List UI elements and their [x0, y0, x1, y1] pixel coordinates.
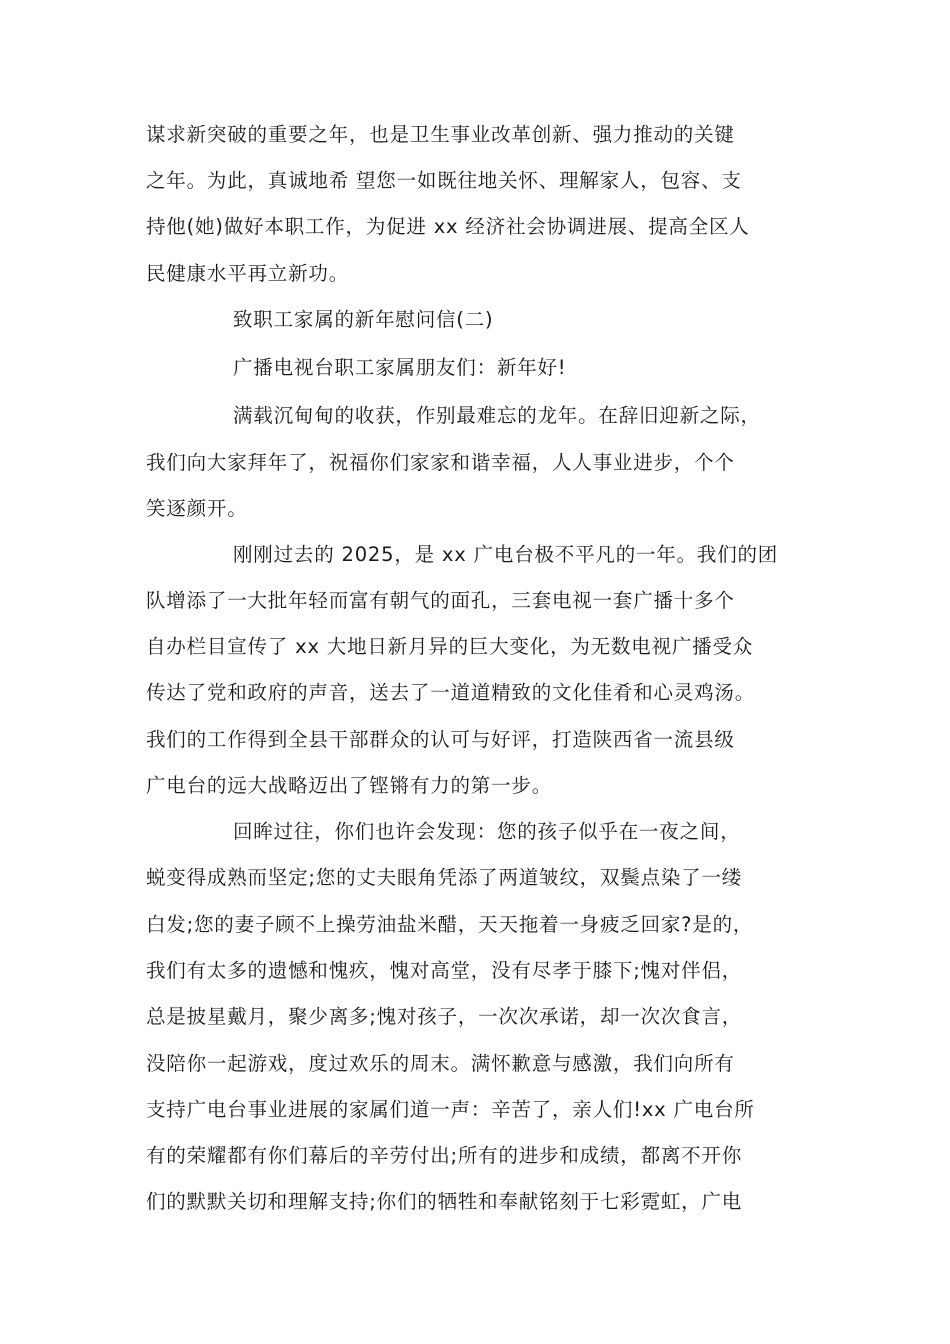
body-line: 没陪你一起游戏，度过欢乐的周末。满怀歉意与感激，我们向所有	[146, 1052, 735, 1075]
body-line: 笑逐颜开。	[146, 497, 248, 520]
body-line: 传达了党和政府的声音，送去了一道道精致的文化佳肴和心灵鸡汤。	[146, 681, 756, 704]
body-line: 满载沉甸甸的收获，作别最难忘的龙年。在辞旧迎新之际，	[233, 404, 761, 427]
body-line: 我们的工作得到全县干部群众的认可与好评，打造陕西省一流县级	[146, 728, 735, 751]
body-line: 回眸过往，你们也许会发现：您的孩子似乎在一夜之间，	[233, 820, 741, 843]
salutation: 广播电视台职工家属朋友们：新年好!	[233, 356, 567, 379]
body-line: 队增添了一大批年轻而富有朝气的面孔，三套电视一套广播十多个	[146, 589, 735, 612]
body-line: 总是披星戴月，聚少离多;愧对孩子，一次次承诺，却一次次食言，	[146, 1005, 743, 1028]
body-line: 谋求新突破的重要之年，也是卫生事业改革创新、强力推动的关键	[146, 123, 735, 146]
body-line: 持他(她)做好本职工作，为促进 xx 经济社会协调进展、提高全区人	[146, 215, 750, 238]
body-line: 刚刚过去的 2025，是 xx 广电台极不平凡的一年。我们的团	[233, 543, 779, 566]
body-line: 有的荣耀都有你们幕后的辛劳付出;所有的进步和成绩，都离不开你	[146, 1144, 743, 1167]
body-line: 民健康水平再立新功。	[146, 262, 350, 285]
body-line: 广电台的远大战略迈出了铿锵有力的第一步。	[146, 774, 553, 797]
body-line: 蜕变得成熟而坚定;您的丈夫眼角凭添了两道皱纹，双鬓点染了一缕	[146, 866, 743, 889]
body-line: 支持广电台事业进展的家属们道一声：辛苦了，亲人们!xx 广电台所	[146, 1098, 755, 1121]
body-line: 我们有太多的遗憾和愧疚，愧对高堂，没有尽孝于膝下;愧对伴侣，	[146, 959, 743, 982]
body-line: 自办栏目宣传了 xx 大地日新月异的巨大变化，为无数电视广播受众	[146, 635, 754, 658]
body-line: 白发;您的妻子顾不上操劳油盐米醋，天天拖着一身疲乏回家?是的，	[146, 913, 754, 936]
section-heading: 致职工家属的新年慰问信(二)	[233, 308, 494, 331]
body-line: 我们向大家拜年了，祝福你们家家和谐幸福，人人事业进步，个个	[146, 451, 735, 474]
body-line: 们的默默关切和理解支持;你们的牺牲和奉献铭刻于七彩霓虹，广电	[146, 1190, 743, 1213]
body-line: 之年。为此，真诚地希 望您一如既往地关怀、理解家人，包容、支	[146, 169, 742, 192]
